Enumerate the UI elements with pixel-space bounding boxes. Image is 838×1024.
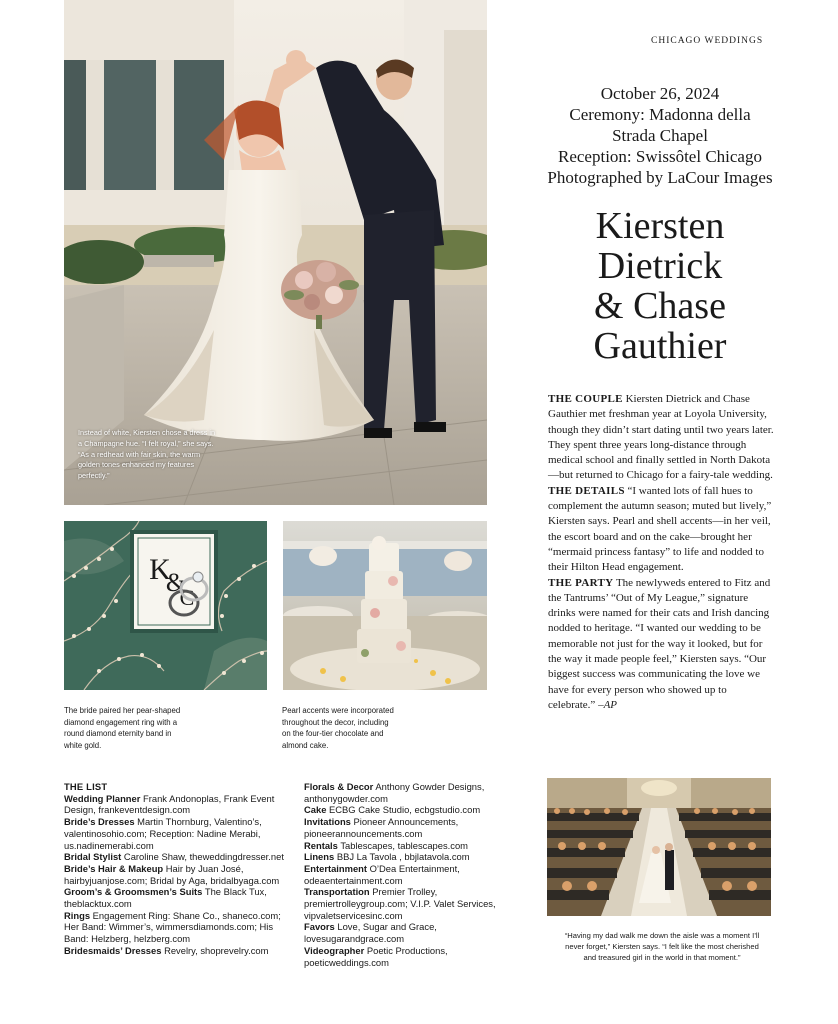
couple-title-line-3: & Chase bbox=[594, 285, 726, 327]
list-item bbox=[64, 851, 289, 863]
reception-venue: Reception: Swissôtel Chicago bbox=[558, 147, 762, 166]
wedding-date: October 26, 2024 bbox=[600, 84, 720, 103]
list-item-label: Favors bbox=[304, 921, 335, 933]
vendor-list-left bbox=[64, 781, 289, 957]
list-item bbox=[304, 886, 529, 921]
list-item bbox=[64, 886, 289, 909]
list-item-label: Linens bbox=[304, 851, 335, 863]
list-item-label: Rentals bbox=[304, 839, 338, 851]
party-paragraph bbox=[548, 576, 776, 714]
list-item-text: Tablescapes, tablescapes.com bbox=[340, 839, 468, 851]
couple-paragraph bbox=[548, 392, 776, 484]
list-item-text: O’Dea Entertainment, odeaentertainment.com bbox=[304, 862, 460, 886]
list-item bbox=[304, 804, 529, 816]
list-item bbox=[304, 816, 529, 839]
list-item-text: Poetic Productions, poeticweddings.com bbox=[304, 944, 448, 968]
list-item bbox=[304, 781, 529, 804]
list-item bbox=[304, 851, 529, 863]
couple-title bbox=[540, 206, 780, 366]
details-heading: THE DETAILS bbox=[548, 484, 625, 497]
party-text: The newlyweds entered to Fitz and the Tantrums’ “Out of My League,” signature drinks were named for their cats and Irish dancing nodded to heritage. “I wanted our wedding to be memorable not just for the way it looked, but for the way it made people feel,” Kiersten says. “Our biggest success was communicating the love we have for every person who showed up to celebrate.” bbox=[548, 576, 771, 711]
list-item-text: Frank Andonoplas, Frank Event Design, frankeventdesign.com bbox=[64, 792, 275, 816]
list-item bbox=[64, 863, 289, 886]
aisle-caption: “Having my dad walk me down the aisle was a moment I’ll never forget,” Kiersten says. “I felt like the most cherished and treasured girl in the world in that moment.” bbox=[564, 931, 760, 962]
list-item bbox=[64, 816, 289, 851]
cake-photo bbox=[283, 521, 487, 690]
list-item-text: BBJ La Tavola , bbjlatavola.com bbox=[336, 851, 470, 863]
monogram-letter-c: C bbox=[179, 585, 195, 610]
list-item-label: Entertainment bbox=[304, 862, 368, 874]
cake-caption: Pearl accents were incorporated throughout the decor, including on the four-tier chocolate and almond cake. bbox=[282, 706, 394, 750]
couple-title-line-1: Kiersten bbox=[595, 205, 725, 247]
aisle-photo bbox=[547, 778, 771, 916]
couple-title-line-2: Dietrick bbox=[597, 245, 723, 287]
couple-title-line-4: Gauthier bbox=[593, 325, 727, 367]
list-heading: THE LIST bbox=[64, 781, 108, 792]
couple-heading: THE COUPLE bbox=[548, 393, 623, 405]
list-item bbox=[64, 910, 289, 945]
list-item-text: The Black Tux, theblacktux.com bbox=[64, 886, 267, 910]
list-item-label: Bridal Stylist bbox=[64, 851, 122, 863]
list-item-label: Bride’s Hair & Makeup bbox=[64, 862, 164, 874]
list-item bbox=[304, 921, 529, 944]
details-paragraph bbox=[548, 484, 776, 576]
ceremony-line-1: Ceremony: Madonna della bbox=[569, 105, 751, 124]
list-item-label: Videographer bbox=[304, 944, 365, 956]
list-item-label: Florals & Decor bbox=[304, 781, 374, 792]
monogram-ampersand: & bbox=[165, 568, 187, 597]
couple-text: Kiersten Dietrick and Chase Gauthier met freshman year at Loyola University, though they didn’t start dating until two years later. They spent three years long-distance through medical school and finally settled in North Dakota—but returned to Chicago for a fairy-tale wedding. bbox=[548, 393, 774, 482]
list-item-label: Bridesmaids’ Dresses bbox=[64, 944, 162, 956]
list-item-text: Pioneer Announcements, pioneerannouncements.com bbox=[304, 816, 459, 839]
details-text: “I wanted lots of fall hues to complement the autumn season; muted but lively,” Kiersten says. Pearl and shell accents—in her veil, the escort board and on the cake—brought her “mermaid princess fantasy” to life and nodded to their Hilton Head engagement. bbox=[548, 484, 772, 574]
wedding-info bbox=[540, 83, 780, 188]
party-heading: THE PARTY bbox=[548, 576, 614, 589]
list-item-text: Love, Sugar and Grace, lovesugarandgrace.com bbox=[304, 921, 437, 945]
section-title: CHICAGO WEDDINGS bbox=[651, 36, 764, 46]
monogram-letter-k: K bbox=[149, 553, 171, 586]
hero-caption: Instead of white, Kiersten chose a dress in a Champagne hue. “I felt royal,” she says. “As a redhead with fair skin, the warm golden tones enhanced my features perfectly.” bbox=[78, 428, 216, 481]
vendor-list-right bbox=[304, 781, 529, 968]
list-item-text: ECBG Cake Studio, ecbgstudio.com bbox=[329, 804, 481, 816]
ceremony-line-2: Strada Chapel bbox=[612, 126, 708, 145]
list-item-label: Wedding Planner bbox=[64, 792, 141, 804]
list-item-text: Caroline Shaw, theweddingdresser.net bbox=[123, 851, 284, 863]
list-item-text: Martin Thornburg, Valentino’s, valentinosohio.com; Reception: Nadine Merabi, us.nadinemerabi.com bbox=[64, 816, 262, 851]
list-item-label: Invitations bbox=[304, 816, 351, 828]
list-item-label: Transportation bbox=[304, 886, 370, 898]
list-item-label: Bride’s Dresses bbox=[64, 816, 135, 828]
list-item-text: Premier Trolley, premiertrolleygroup.com; V.I.P. Valet Services, vipvaletservicesinc.com bbox=[304, 886, 496, 921]
list-item-text: Anthony Gowder Designs, anthonygowder.com bbox=[304, 781, 485, 804]
rings-caption: The bride paired her pear-shaped diamond engagement ring with a round diamond eternity band in white gold. bbox=[64, 706, 181, 750]
list-item bbox=[64, 945, 289, 957]
list-item bbox=[64, 793, 289, 816]
list-item-text: Revelry, shoprevelry.com bbox=[164, 944, 269, 956]
rings-photo bbox=[64, 521, 267, 690]
list-item bbox=[304, 840, 529, 852]
list-item-label: Rings bbox=[64, 909, 91, 921]
list-item-label: Cake bbox=[304, 804, 327, 816]
list-item-label: Groom’s & Groomsmen’s Suits bbox=[64, 886, 203, 898]
list-item bbox=[304, 945, 529, 968]
photographer-credit: Photographed by LaCour Images bbox=[547, 168, 773, 187]
list-item-text: Engagement Ring: Shane Co., shaneco.com; Her Band: Wimmer’s, wimmersdiamonds.com; His Band: Helzberg, helzberg.com bbox=[64, 909, 281, 945]
list-item bbox=[304, 863, 529, 886]
author-byline: –AP bbox=[598, 698, 618, 711]
article-body bbox=[548, 392, 776, 713]
list-item-text: Hair by Juan José, hairbyjuanjose.com; Bridal by Aga, bridalbyaga.com bbox=[64, 862, 280, 886]
